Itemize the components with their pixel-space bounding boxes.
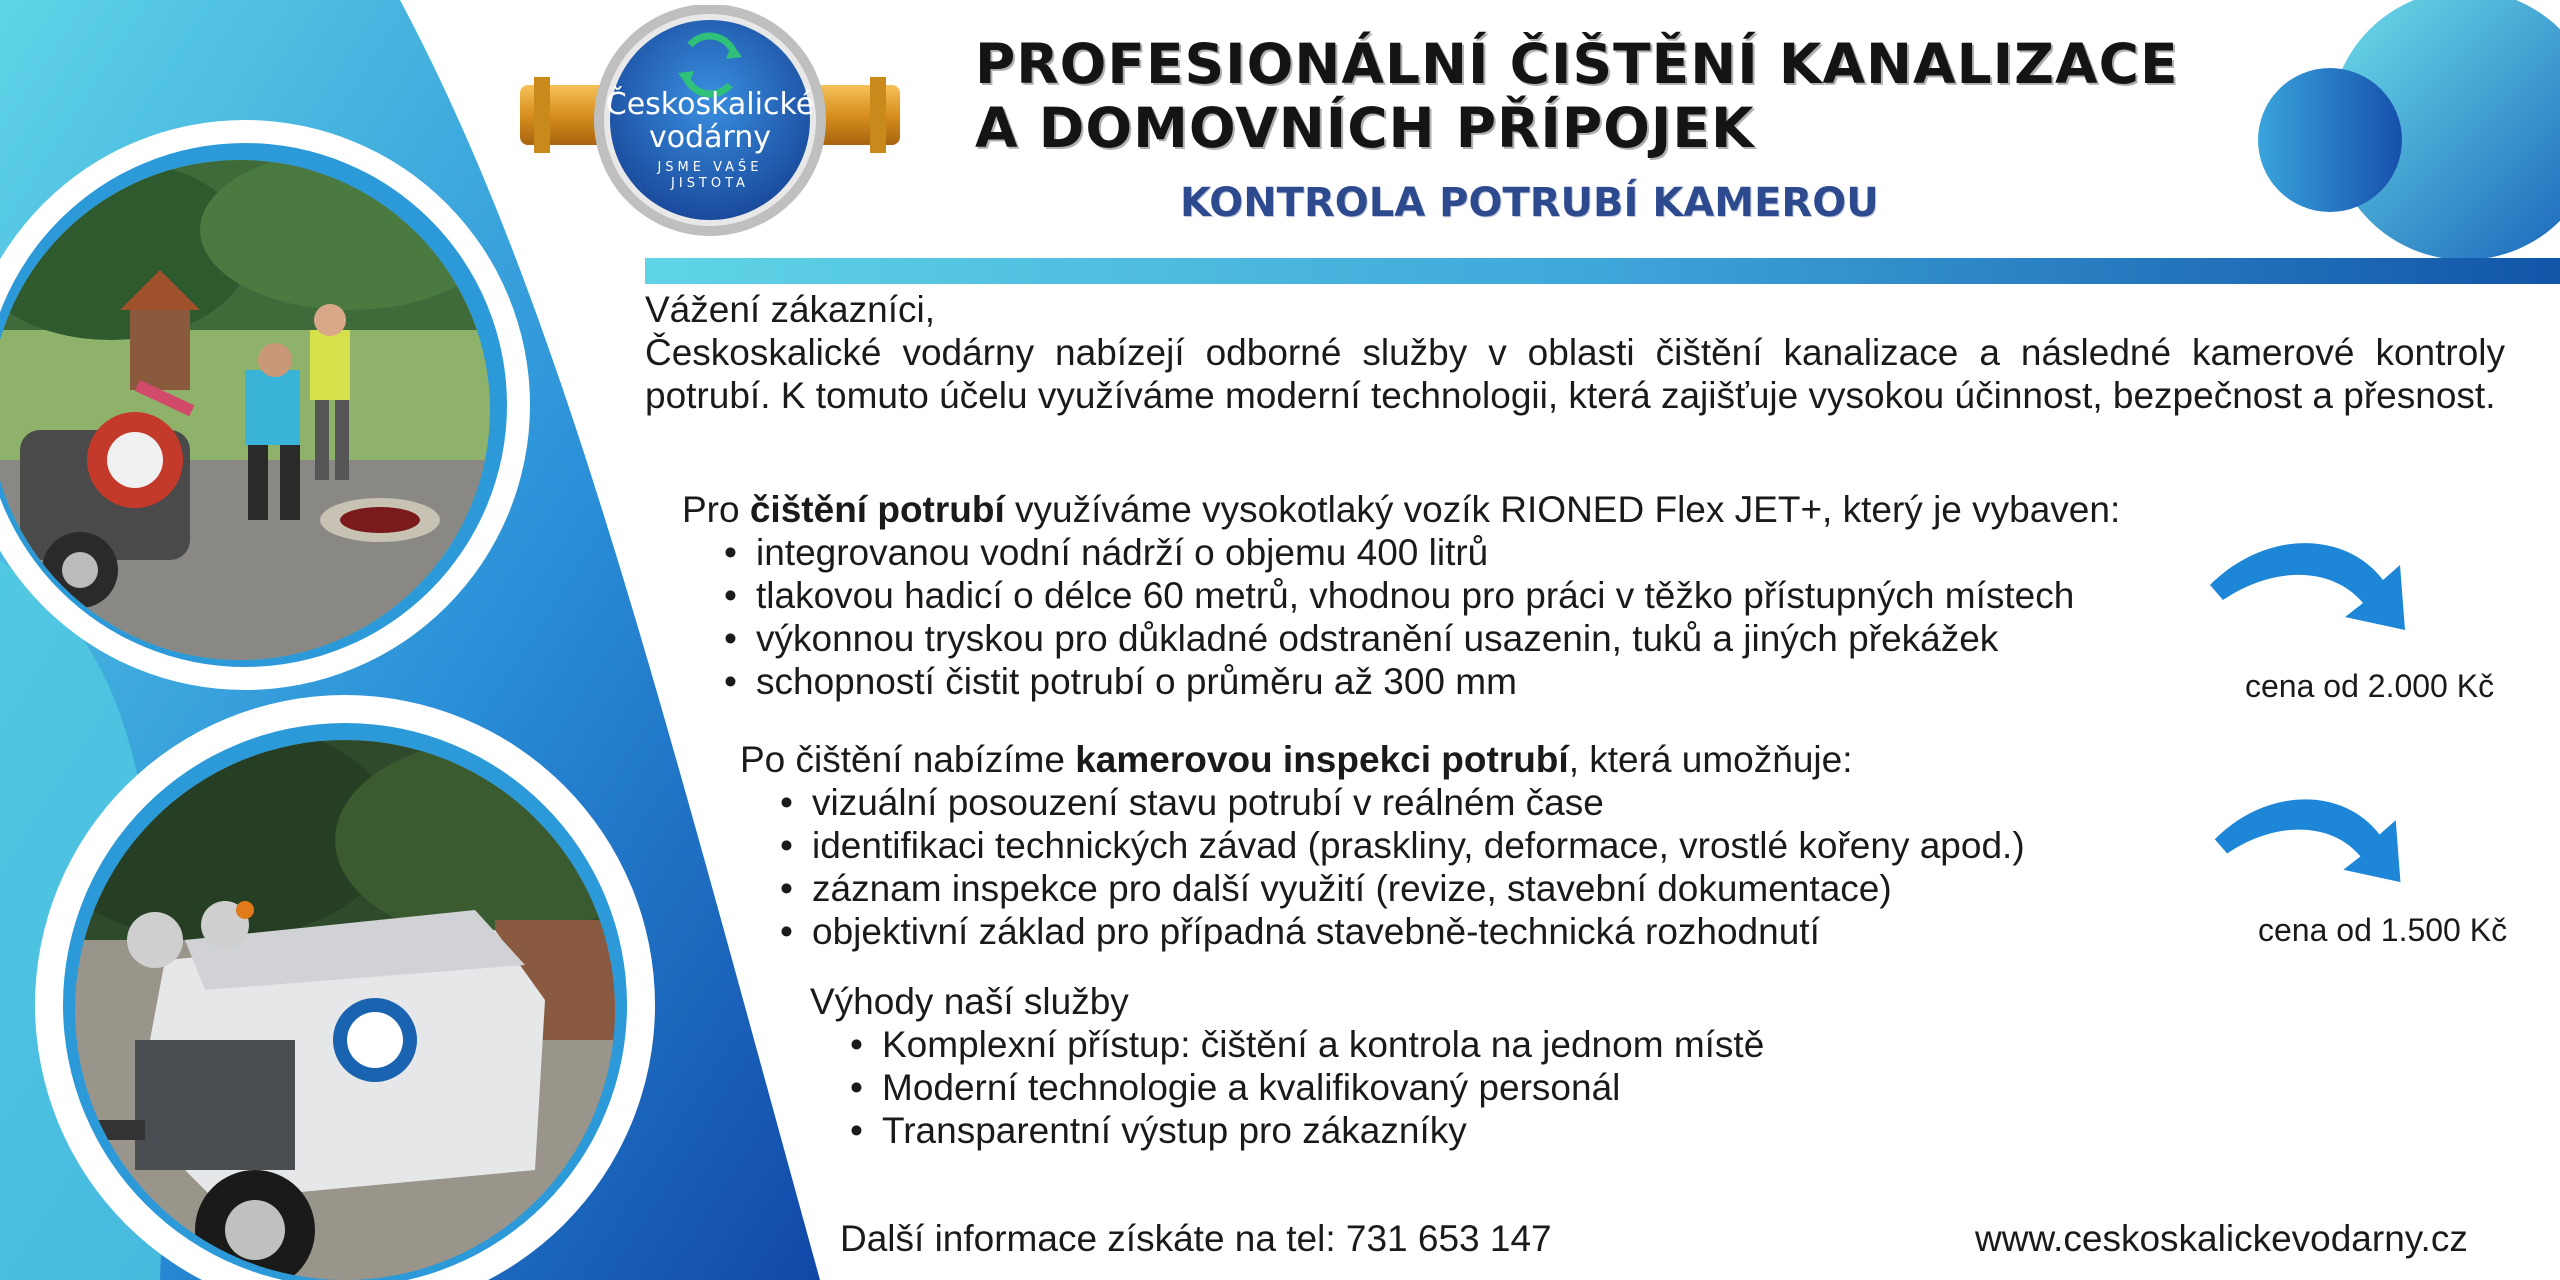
- cleaning-lead-post: využíváme vysokotlaký vozík RIONED Flex JET+, který je vybaven:: [1004, 489, 2121, 530]
- list-item: • integrovanou vodní nádrží o objemu 400 litrů: [722, 531, 2120, 574]
- cleaning-section: [682, 488, 2120, 703]
- cleaning-lead: [682, 488, 2120, 531]
- list-item: • vizuální posouzení stavu potrubí v reálném čase: [778, 781, 2025, 824]
- intro-text: [645, 288, 2505, 417]
- cleaning-price: cena od 2.000 Kč: [2245, 668, 2495, 704]
- logo-line2: vodárny: [648, 120, 772, 155]
- benefits-heading: Výhody naší služby: [810, 981, 1129, 1022]
- inspection-section: [740, 738, 2025, 953]
- header-divider-bar: [645, 258, 2560, 284]
- inspection-price: cena od 1.500 Kč: [2258, 912, 2508, 948]
- list-item: • schopností čistit potrubí o průměru až 300 mm: [722, 660, 2120, 703]
- list-item: • Transparentní výstup pro zákazníky: [848, 1109, 1764, 1152]
- list-item: • identifikaci technických závad (praskliny, deformace, vrostlé kořeny apod.): [778, 824, 2025, 867]
- company-logo: [520, 5, 900, 240]
- list-item: • výkonnou tryskou pro důkladné odstranění usazenin, tuků a jiných překážek: [722, 617, 2120, 660]
- inspection-lead-pre: Po čištění nabízíme: [740, 739, 1076, 780]
- intro-body: Českoskalické vodárny nabízejí odborné služby v oblasti čištění kanalizace a následné kamerové kontroly potrubí. K tomuto účelu využíváme moderní technologii, která zajišťuje vysokou účinnost, bezpečnost a přesnost.: [645, 332, 2505, 416]
- page-title: [975, 32, 2179, 160]
- inspection-lead-bold: kamerovou inspekci potrubí: [1075, 739, 1569, 780]
- title-line1: PROFESIONÁLNÍ ČIŠTĚNÍ KANALIZACE: [975, 32, 2179, 96]
- list-item: • záznam inspekce pro další využití (revize, stavební dokumentace): [778, 867, 2025, 910]
- list-item: • tlakovou hadicí o délce 60 metrů, vhodnou pro práci v těžko přístupných místech: [722, 574, 2120, 617]
- greeting: Vážení zákazníci,: [645, 289, 935, 330]
- benefits-list: [848, 1023, 1764, 1152]
- inspection-list: [778, 781, 2025, 953]
- logo-tagline: JSME VAŠE: [657, 160, 763, 175]
- logo-tagline2: JISTOTA: [671, 176, 749, 191]
- photo-rioned-trailer: [75, 740, 615, 1280]
- benefits-section: [810, 980, 1764, 1152]
- cleaning-lead-pre: Pro: [682, 489, 750, 530]
- cleaning-lead-bold: čištění potrubí: [749, 489, 1005, 530]
- cleaning-list: [722, 531, 2120, 703]
- title-line2: A DOMOVNÍCH PŘÍPOJEK: [975, 96, 1755, 160]
- page-subtitle: KONTROLA POTRUBÍ KAMEROU: [1180, 180, 1879, 226]
- photo-cleaning-workers: [0, 160, 490, 660]
- inspection-lead: [740, 738, 2025, 781]
- list-item: • Moderní technologie a kvalifikovaný personál: [848, 1066, 1764, 1109]
- curved-arrow-icon: [2205, 525, 2415, 635]
- footer-website[interactable]: www.ceskoskalickevodarny.cz: [1975, 1218, 2468, 1259]
- list-item: • Komplexní přístup: čištění a kontrola na jednom místě: [848, 1023, 1764, 1066]
- logo-line1: Českoskalické: [605, 87, 815, 122]
- inspection-lead-post: , která umožňuje:: [1568, 739, 1853, 780]
- curved-arrow-icon: [2210, 782, 2410, 887]
- list-item: • objektivní základ pro případná stavebně-technická rozhodnutí: [778, 910, 2025, 953]
- footer-phone: Další informace získáte na tel: 731 653 147: [840, 1218, 1552, 1259]
